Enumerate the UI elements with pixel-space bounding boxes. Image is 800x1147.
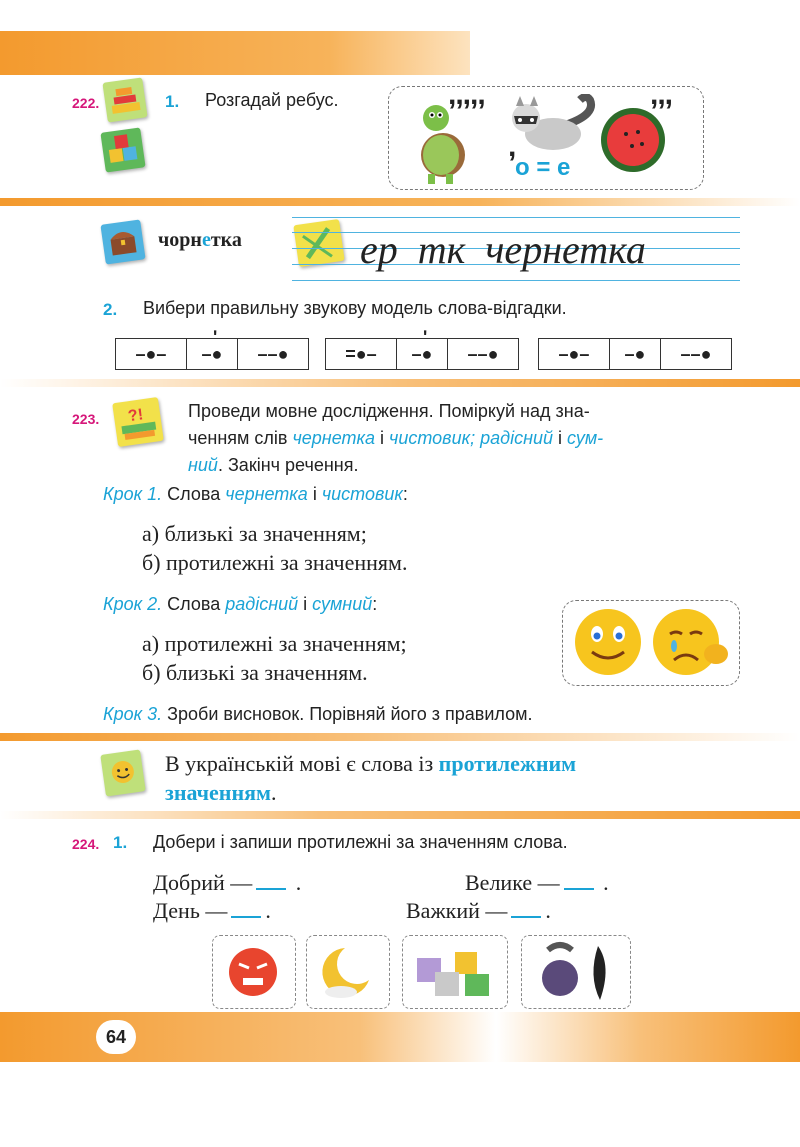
step-label: Крок 1. <box>103 484 163 504</box>
antonym-word: Важкий — <box>406 898 508 923</box>
rebus-commas-3: ,,, <box>650 78 673 111</box>
word-chernetka: чернетка <box>292 428 376 448</box>
step-text: Зроби висновок. Порівняй його з правилом. <box>162 704 533 724</box>
syllable-cell <box>397 327 448 369</box>
step-word: чернетка <box>225 484 308 504</box>
dot: . <box>603 870 609 895</box>
step-text: Слова <box>162 484 226 504</box>
pyramid-sticker-icon <box>102 77 147 122</box>
intro-text: . Закінч речення. <box>217 455 359 475</box>
step-label: Крок 3. <box>103 704 163 724</box>
rule-keyword: значенням <box>165 780 272 805</box>
word-sumnyi: ний <box>188 455 218 475</box>
sound-model-3[interactable] <box>538 338 732 370</box>
rebus-comma-2: , <box>508 130 517 163</box>
stress-mark: ʹ <box>423 327 428 347</box>
task-number: 2. <box>103 300 118 319</box>
syllable-cell: –●– <box>539 339 610 369</box>
rule-part: В українській мові є слова із <box>165 751 439 776</box>
chest-sticker-icon <box>100 219 145 264</box>
syllable-cell: ––● <box>467 343 499 364</box>
svg-text:?!: ?! <box>126 406 145 426</box>
step-text: і <box>298 594 313 614</box>
task-text: Добери і запиши протилежні за значенням слова. <box>153 832 568 852</box>
dot: . <box>545 898 551 923</box>
syllable-cell: –● <box>610 339 661 369</box>
sound-model-1[interactable] <box>115 327 309 370</box>
sad-emoji-icon <box>650 606 734 678</box>
antonym-row-3 <box>153 898 271 924</box>
dot: . <box>295 870 302 895</box>
exercise-number-222: 222. <box>72 95 100 111</box>
word-radisnyi: радісний <box>480 428 554 448</box>
antonym-word: Добрий — <box>153 870 253 895</box>
antonym-row-1 <box>153 870 301 896</box>
syllable-cell: –●– <box>116 339 187 369</box>
step-label: Крок 2. <box>103 594 163 614</box>
antonym-word: День — <box>153 898 228 923</box>
rebus-formula: о = е <box>515 154 571 181</box>
answer-blank[interactable] <box>564 888 594 890</box>
step1-option-b[interactable]: б) протилежні за значенням. <box>142 550 408 575</box>
task-number: 1. <box>113 833 128 852</box>
word-chystovyk: чистовик <box>389 428 471 448</box>
intro-text: і <box>375 428 390 448</box>
step-text: Слова <box>162 594 226 614</box>
answer-blank[interactable] <box>231 916 261 918</box>
sound-model-2[interactable] <box>325 327 519 370</box>
angry-face-icon <box>213 936 295 1008</box>
stress-mark: ʹ <box>213 327 218 347</box>
antonym-row-2 <box>465 870 609 896</box>
section-band <box>0 379 800 387</box>
buckets-card <box>402 935 508 1009</box>
answer-blank[interactable] <box>256 888 286 890</box>
step2-option-a[interactable]: а) протилежні за значенням; <box>142 631 407 656</box>
rule-part: . <box>271 780 277 805</box>
step-3 <box>103 704 532 725</box>
section-band <box>0 811 800 819</box>
answer-blank[interactable] <box>511 916 541 918</box>
copybook-line <box>292 280 740 281</box>
syllable-cell: =●– <box>326 339 397 369</box>
dictionary-word <box>158 229 242 252</box>
rule-text <box>165 749 745 807</box>
step-1 <box>103 484 408 505</box>
task-number: 1. <box>165 92 180 111</box>
exercise-number-223: 223. <box>72 411 100 427</box>
rebus-commas-1: ,,,,, <box>448 78 485 111</box>
antonym-word: Велике — <box>465 870 560 895</box>
syllable-cell: ––● <box>257 343 289 364</box>
step-word: чистовик <box>321 484 403 504</box>
moon-card <box>306 935 390 1009</box>
word-stressed-letter: е <box>201 229 211 251</box>
moon-icon <box>307 936 389 1008</box>
step-2 <box>103 594 377 615</box>
word-part: чорн <box>158 229 202 251</box>
step-text: і <box>307 484 322 504</box>
syllable-text: –● <box>201 343 223 364</box>
blocks-sticker-icon <box>100 127 145 172</box>
dot: . <box>265 898 271 923</box>
step2-option-b[interactable]: б) близькі за значенням. <box>142 660 368 685</box>
rule-keyword: протилежним <box>438 751 577 776</box>
step-word: сумний <box>312 594 373 614</box>
turtle-icon <box>412 100 474 186</box>
intro-text: Проведи мовне дослідження. Поміркуй над зна- <box>188 401 590 421</box>
page-number: 64 <box>96 1020 136 1054</box>
section-band <box>0 198 800 206</box>
intro-text: і <box>553 428 568 448</box>
syllable-text: –● <box>411 343 433 364</box>
pencil-sticker-icon <box>293 219 344 267</box>
intro-text: ; <box>470 428 481 448</box>
raccoon-icon <box>508 94 598 156</box>
copybook-line <box>292 217 740 218</box>
syllable-cell <box>187 327 238 369</box>
word-part: тка <box>210 229 242 251</box>
kettlebell-icon <box>522 936 630 1008</box>
research-sticker-icon <box>112 397 164 447</box>
header-band <box>0 31 470 75</box>
handwriting-sample: ер тк чернетка <box>360 227 646 272</box>
step1-option-a[interactable]: а) близькі за значенням; <box>142 521 367 546</box>
step-word: радісний <box>225 594 299 614</box>
kettlebell-feather-card <box>521 935 631 1009</box>
intro-text: ченням слів <box>188 428 293 448</box>
antonym-row-4 <box>406 898 551 924</box>
ex223-intro <box>188 398 743 479</box>
step-text: : <box>372 594 378 614</box>
watermelon-icon <box>598 104 668 174</box>
syllable-cell: ––● <box>680 343 712 364</box>
smile-sticker-icon <box>100 749 145 796</box>
section-band <box>0 733 800 741</box>
task-text: Розгадай ребус. <box>205 90 339 110</box>
word-sumnyi: сум- <box>567 428 604 448</box>
happy-emoji-icon <box>572 606 644 678</box>
exercise-number-224: 224. <box>72 836 100 852</box>
angry-face-card <box>212 935 296 1009</box>
step-text: : <box>402 484 408 504</box>
buckets-icon <box>403 936 507 1008</box>
task-text: Вибери правильну звукову модель слова-відгадки. <box>143 298 567 318</box>
